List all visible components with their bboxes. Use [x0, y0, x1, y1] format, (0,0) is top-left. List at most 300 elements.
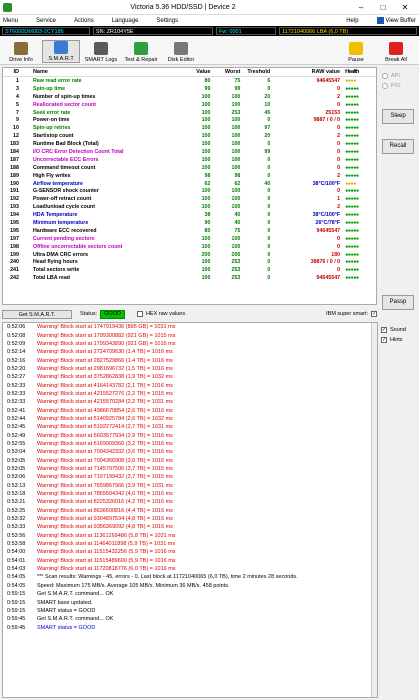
- row-treshold: 0: [267, 243, 271, 250]
- log-time: 0:53:05: [7, 457, 26, 464]
- row-value: 62: [204, 180, 211, 187]
- row-value: 100: [201, 235, 211, 242]
- log-line: [3, 498, 377, 506]
- row-value: 90: [204, 219, 211, 226]
- row-worst: 100: [231, 196, 241, 203]
- row-value: 200: [201, 251, 211, 258]
- row-treshold: 0: [267, 156, 271, 163]
- log-line: [3, 515, 377, 523]
- row-worst: 100: [231, 93, 241, 100]
- row-worst: 253: [231, 109, 241, 116]
- table-row[interactable]: [3, 180, 376, 188]
- log-time: 0:52:14: [7, 349, 26, 356]
- log-time: 0:52:06: [7, 324, 26, 331]
- log-list: [3, 323, 377, 632]
- row-value: 100: [201, 109, 211, 116]
- row-id: 7: [16, 109, 19, 116]
- log-time: 0:53:18: [7, 491, 26, 498]
- table-row[interactable]: [3, 211, 376, 219]
- buffer-icon: [377, 17, 384, 24]
- log-time: 0:53:06: [7, 474, 26, 481]
- status-badge: GOOD: [100, 310, 125, 319]
- smart-button[interactable]: [42, 40, 80, 63]
- log-message: Speed: Maximum 175 MB/s. Average 105 MB/s. Minimum 36 MB/s. 458 points.: [37, 582, 230, 589]
- row-name: Reallocated sector count: [32, 101, 96, 108]
- row-treshold: 0: [267, 259, 271, 266]
- log-message: Warning! Block start at 1799343890 (921 GB) = 1016 ms: [37, 340, 176, 347]
- menu-item-language[interactable]: Language: [111, 17, 139, 24]
- row-raw: 0: [337, 243, 341, 250]
- row-raw: 2: [337, 204, 341, 211]
- row-health: ●●●●●: [345, 148, 359, 155]
- log-line: [3, 365, 377, 373]
- log-time: 0:52:16: [7, 357, 26, 364]
- row-raw: 25153: [325, 109, 341, 116]
- table-row[interactable]: [3, 195, 376, 203]
- view-buffer-button[interactable]: [377, 17, 416, 24]
- log-time: 0:53:32: [7, 516, 26, 523]
- smart-status-bar: [0, 309, 377, 319]
- table-body: [3, 77, 376, 282]
- row-treshold: 0: [267, 212, 271, 219]
- log-message: SMART status = GOOD: [37, 607, 96, 614]
- row-health: ●●●●●: [345, 117, 359, 124]
- row-id: 241: [10, 267, 19, 274]
- log-time: 0:52:49: [7, 432, 26, 439]
- log-message: Warning! Block start at 3752862838 (1,9 TB) = 1032 ms: [37, 374, 173, 381]
- row-raw: 9887 / 0 / 0: [313, 117, 341, 124]
- toolbar: [0, 36, 419, 65]
- row-value: 80: [204, 77, 211, 84]
- log-message: Warning! Block start at 1799300882 (921 GB) = 1015 ms: [37, 332, 176, 339]
- row-name: I/O CRC Error Detection Count Total: [32, 148, 124, 155]
- log-time: 0:53:33: [7, 524, 26, 531]
- row-name: Raw read error rate: [32, 77, 82, 84]
- log-line: [3, 448, 377, 456]
- row-raw: 0: [337, 267, 341, 274]
- row-name: Ultra DMA CRC errors: [32, 251, 89, 258]
- minimize-icon[interactable]: –: [358, 2, 364, 12]
- log-line: [3, 607, 377, 615]
- log-line: [3, 473, 377, 481]
- table-row[interactable]: [3, 274, 376, 282]
- log-message: Warning! Block start at 2827529866 (1,4 TB) = 1016 ms: [37, 357, 173, 364]
- sound-checkbox[interactable]: [381, 325, 419, 335]
- row-treshold: 0: [267, 117, 271, 124]
- pause-button[interactable]: [337, 42, 375, 63]
- log-message: Warning! Block start at 4215570284 (2,2 TB) = 1031 ms: [37, 399, 173, 406]
- menu-item-settings[interactable]: Settings: [156, 17, 179, 24]
- close-icon: [389, 42, 403, 55]
- row-name: G-SENSOR shock counter: [32, 188, 99, 195]
- row-raw: 0: [337, 188, 341, 195]
- log-message: Warning! Block start at 7094342332 (3,6 TB) = 1016 ms: [37, 449, 173, 456]
- row-worst: 40: [234, 219, 241, 226]
- row-value: 100: [201, 196, 211, 203]
- row-value: 100: [201, 148, 211, 155]
- row-name: Load/unload cycle count: [32, 204, 96, 211]
- table-row[interactable]: [3, 251, 376, 259]
- row-health: ●●●●●: [345, 164, 359, 171]
- log-line: [3, 582, 377, 590]
- row-name: Airflow temperature: [32, 180, 83, 187]
- row-name: Uncorrectable ECC Errors: [32, 156, 99, 163]
- row-health: ●●●●●: [345, 109, 359, 116]
- hex-raw-checkbox[interactable]: [137, 311, 143, 317]
- row-treshold: 0: [267, 251, 271, 258]
- log-message: Warning! Block start at 5603577934 (2,9 TB) = 1016 ms: [37, 432, 173, 439]
- log-time: 0:54:00: [7, 549, 26, 556]
- table-row[interactable]: [3, 172, 376, 180]
- log-line: [3, 373, 377, 381]
- row-health: ●●●●●: [345, 125, 359, 132]
- table-row[interactable]: [3, 266, 376, 274]
- log-message: Warning! Block start at 4215527276 (2,2 TB) = 1015 ms: [37, 390, 173, 397]
- row-value: 100: [201, 204, 211, 211]
- row-treshold: 6: [267, 77, 271, 84]
- log-line: [3, 573, 377, 581]
- row-value: 100: [201, 156, 211, 163]
- drive-lba: 11721040066 LBA (6,0 TB): [279, 27, 417, 35]
- log-line: [3, 598, 377, 606]
- log-line: [3, 623, 377, 631]
- row-name: Spin-up time: [32, 85, 66, 92]
- radio-icon: [382, 73, 388, 79]
- log-line: [3, 356, 377, 364]
- pio-radio[interactable]: [382, 81, 418, 91]
- log-time: 0:54:01: [7, 557, 26, 564]
- row-worst: 40: [234, 212, 241, 219]
- row-value: 100: [201, 243, 211, 250]
- log-message: Warning! Block start at 7659867966 (3,9 TB) = 1031 ms: [37, 482, 173, 489]
- row-treshold: 0: [267, 141, 271, 148]
- log-message: Warning! Block start at 11464011898 (5,9 TB) = 1031 ms: [37, 541, 176, 548]
- row-name: Total sectors write: [32, 267, 80, 274]
- row-id: 240: [10, 259, 19, 266]
- row-name: Number of spin-up times: [32, 93, 96, 100]
- table-row[interactable]: [3, 164, 376, 172]
- row-value: 100: [201, 117, 211, 124]
- table-row[interactable]: [3, 101, 376, 109]
- log-message: Warning! Block start at 5140925784 (2,6 TB) = 1032 ms: [37, 415, 173, 422]
- row-id: 1: [16, 77, 19, 84]
- row-id: 3: [16, 85, 19, 92]
- col-health[interactable]: Health: [345, 69, 359, 75]
- row-name: Power-on time: [32, 117, 70, 124]
- table-row[interactable]: [3, 235, 376, 243]
- col-worst[interactable]: Worst: [224, 69, 241, 75]
- sleep-button[interactable]: Sleep: [382, 109, 414, 124]
- row-raw: 0: [337, 85, 341, 92]
- row-raw: 2: [337, 133, 341, 140]
- col-id[interactable]: ID: [13, 69, 19, 75]
- plus-icon: [134, 42, 148, 55]
- row-value: 100: [201, 125, 211, 132]
- row-name: Spin-up retries: [32, 125, 71, 132]
- log-line: [3, 590, 377, 598]
- row-treshold: 0: [267, 275, 271, 282]
- row-health: ●●●●●: [345, 227, 359, 234]
- row-worst: 200: [231, 251, 241, 258]
- row-health: ●●●●●: [345, 212, 359, 219]
- log-time: 0:54:05: [7, 574, 26, 581]
- row-treshold: 99: [264, 148, 271, 155]
- row-treshold: 40: [264, 180, 271, 187]
- table-row[interactable]: [3, 85, 376, 93]
- table-row[interactable]: [3, 243, 376, 251]
- menu-item-actions[interactable]: Actions: [74, 17, 94, 24]
- row-id: 194: [10, 212, 19, 219]
- log-message: Get S.M.A.R.T. command... OK: [37, 591, 114, 598]
- row-name: Start/stop count: [32, 133, 74, 140]
- row-treshold: 0: [267, 164, 271, 171]
- break-all-button[interactable]: [377, 42, 415, 63]
- disk-editor-label: Disk Editor: [167, 57, 195, 63]
- row-worst: 100: [231, 117, 241, 124]
- row-value: 100: [201, 275, 211, 282]
- row-id: 199: [10, 251, 19, 258]
- row-raw: 38°C/100°F: [312, 212, 341, 219]
- log-message: Warning! Block start at 2981696732 (1,5 TB) = 1016 ms: [37, 365, 173, 372]
- log-message: Warning! Block start at 8636600816 (4,4 TB) = 1016 ms: [37, 507, 173, 514]
- row-treshold: 20: [264, 133, 271, 140]
- log-line: [3, 548, 377, 556]
- drive-serial: SN: ZR104Y5E: [93, 27, 213, 35]
- row-name: Current pending sectors: [32, 235, 95, 242]
- table-row[interactable]: [3, 124, 376, 132]
- title-bar: [0, 0, 419, 15]
- row-health: ●●●●●: [345, 259, 359, 266]
- table-row[interactable]: [3, 219, 376, 227]
- col-value[interactable]: Value: [196, 69, 211, 75]
- row-health: ●●●●●: [345, 196, 359, 203]
- row-name: Offline uncorrectable sectors count: [32, 243, 123, 250]
- log-line: [3, 565, 377, 573]
- row-health: ●●●●●: [345, 251, 359, 258]
- row-id: 10: [13, 125, 19, 132]
- table-row[interactable]: [3, 116, 376, 124]
- log-line: [3, 348, 377, 356]
- log-time: 0:59:15: [7, 599, 26, 606]
- row-health: ●●●●: [345, 77, 356, 84]
- log-time: 0:52:27: [7, 374, 26, 381]
- log-line: [3, 540, 377, 548]
- table-row[interactable]: [3, 109, 376, 117]
- row-value: 99: [204, 85, 211, 92]
- hints-label: Hints: [390, 337, 403, 343]
- row-value: 100: [201, 267, 211, 274]
- row-health: ●●●●●: [345, 219, 359, 226]
- log-time: 0:52:08: [7, 332, 26, 339]
- row-health: ●●●●●: [345, 156, 359, 163]
- row-treshold: 0: [267, 267, 271, 274]
- get-smart-button[interactable]: Get S.M.A.R.T.: [2, 310, 72, 319]
- row-treshold: 0: [267, 196, 271, 203]
- smart-label: S.M.A.R.T: [48, 56, 74, 62]
- row-treshold: 0: [267, 204, 271, 211]
- log-time: 0:59:45: [7, 616, 26, 623]
- row-worst: 253: [231, 267, 241, 274]
- log-time: 0:52:55: [7, 440, 26, 447]
- table-row[interactable]: [3, 258, 376, 266]
- row-treshold: 0: [267, 227, 271, 234]
- log-time: 0:52:09: [7, 340, 26, 347]
- row-treshold: 20: [264, 93, 271, 100]
- row-name: Seek error rate: [32, 109, 71, 116]
- log-time: 0:59:15: [7, 607, 26, 614]
- row-id: 195: [10, 227, 19, 234]
- log-time: 0:52:41: [7, 407, 26, 414]
- table-row[interactable]: [3, 77, 376, 85]
- row-value: 100: [201, 164, 211, 171]
- row-value: 100: [201, 133, 211, 140]
- menu-item-menu[interactable]: Menu: [3, 17, 19, 24]
- row-treshold: 0: [267, 188, 271, 195]
- passp-button[interactable]: Passp: [382, 295, 414, 310]
- log-message: SMART status = GOOD: [37, 624, 96, 631]
- row-worst: 100: [231, 141, 241, 148]
- row-id: 9: [16, 117, 19, 124]
- row-raw: 0: [337, 101, 341, 108]
- log-time: 0:53:56: [7, 532, 26, 539]
- row-raw: 0: [337, 156, 341, 163]
- log-message: Warning! Block start at 11720818776 (6,0 TB) = 1016 ms: [37, 566, 176, 573]
- log-time: 0:53:58: [7, 541, 26, 548]
- row-worst: 75: [234, 227, 241, 234]
- log-line: [3, 557, 377, 565]
- row-value: 98: [204, 172, 211, 179]
- log-message: Warning! Block start at 1747919436 (895 GB) = 1031 ms: [37, 324, 176, 331]
- table-row[interactable]: [3, 93, 376, 101]
- row-id: 184: [10, 148, 19, 155]
- log-message: *** Scan results: Warnings - 45, errors - 0. Last block at 11721040065 (6,0 TB), time 2 minutes 28 seconds.: [37, 574, 298, 581]
- drive-info-label: Drive Info: [9, 57, 33, 63]
- row-raw: 38°C/100°F: [312, 180, 341, 187]
- log-line: [3, 482, 377, 490]
- table-row[interactable]: [3, 140, 376, 148]
- log-time: 0:54:03: [7, 566, 26, 573]
- api-radio[interactable]: [382, 71, 418, 81]
- row-name: Head flying hours: [32, 259, 78, 266]
- disk-editor-button[interactable]: [162, 42, 200, 63]
- row-treshold: 45: [264, 109, 271, 116]
- row-id: 197: [10, 235, 19, 242]
- hints-checkbox[interactable]: [381, 335, 419, 345]
- smart-logs-icon: [94, 42, 108, 55]
- menu-bar: [0, 15, 419, 26]
- row-value: 100: [201, 259, 211, 266]
- maximize-icon[interactable]: □: [380, 2, 386, 12]
- table-row[interactable]: [3, 187, 376, 195]
- row-health: ●●●●●: [345, 267, 359, 274]
- row-raw: 1: [337, 196, 341, 203]
- row-raw: 94645547: [316, 77, 341, 84]
- row-treshold: 10: [264, 101, 271, 108]
- row-worst: 100: [231, 125, 241, 132]
- row-name: High Fly writes: [32, 172, 71, 179]
- pio-label: PIO: [391, 83, 401, 89]
- row-worst: 100: [231, 164, 241, 171]
- log-message: Warning! Block start at 4164143782 (2,1 TB) = 1016 ms: [37, 382, 173, 389]
- row-worst: 100: [231, 243, 241, 250]
- drive-info-icon: [14, 42, 28, 55]
- table-row[interactable]: [3, 132, 376, 140]
- log-message: Warning! Block start at 8225326016 (4,2 TB) = 1016 ms: [37, 499, 173, 506]
- row-id: 193: [10, 204, 19, 211]
- log-time: 0:52:44: [7, 415, 26, 422]
- row-treshold: 97: [264, 125, 271, 132]
- log-message: Warning! Block start at 7865504342 (4,0 TB) = 1016 ms: [37, 491, 173, 498]
- row-id: 195: [10, 219, 19, 226]
- log-line: [3, 406, 377, 414]
- log-time: 0:59:15: [7, 591, 26, 598]
- row-health: ●●●●●: [345, 275, 359, 282]
- table-row[interactable]: [3, 156, 376, 164]
- log-scrollbar[interactable]: [371, 323, 377, 697]
- smart-logs-button[interactable]: [82, 42, 120, 63]
- table-row[interactable]: [3, 227, 376, 235]
- row-value: 80: [204, 227, 211, 234]
- row-id: 242: [10, 275, 19, 282]
- log-time: 0:52:33: [7, 390, 26, 397]
- row-raw: 94645547: [316, 275, 341, 282]
- row-health: ●●●●●: [345, 93, 359, 100]
- table-row[interactable]: [3, 148, 376, 156]
- disk-editor-icon: [174, 42, 188, 55]
- log-line: [3, 507, 377, 515]
- menu-item-service[interactable]: Service: [36, 17, 57, 24]
- row-raw: 0: [337, 148, 341, 155]
- row-raw: 0: [337, 235, 341, 242]
- menu-item-help[interactable]: Help: [346, 17, 359, 24]
- ibm-smart-checkbox[interactable]: ✓: [372, 311, 377, 317]
- log-time: 0:53:04: [7, 449, 26, 456]
- drive-info-button[interactable]: [2, 42, 40, 63]
- row-worst: 100: [231, 235, 241, 242]
- row-health: ●●●●●: [345, 141, 359, 148]
- close-icon[interactable]: ✕: [401, 2, 409, 12]
- row-id: 4: [16, 93, 19, 100]
- pause-icon: [349, 42, 363, 55]
- row-worst: 62: [234, 180, 241, 187]
- row-worst: 100: [231, 148, 241, 155]
- row-raw: 26°C/78°F: [315, 219, 341, 226]
- col-raw[interactable]: RAW value: [311, 69, 341, 75]
- recall-button[interactable]: Recall: [382, 139, 414, 154]
- log-message: Warning! Block start at 11361269486 (5,8 TB) = 1031 ms: [37, 532, 176, 539]
- col-name[interactable]: Name: [32, 69, 48, 75]
- row-name: Minimum temperature: [32, 219, 89, 226]
- row-worst: 75: [234, 77, 241, 84]
- row-health: ●●●●●: [345, 85, 359, 92]
- log-time: 0:52:20: [7, 365, 26, 372]
- col-treshold[interactable]: Treshold: [247, 69, 271, 75]
- row-id: 5: [16, 101, 19, 108]
- row-id: 187: [10, 156, 19, 163]
- log-line: [3, 615, 377, 623]
- log-time: 0:52:33: [7, 382, 26, 389]
- row-name: Total LBA read: [32, 275, 71, 282]
- row-raw: 0: [337, 164, 341, 171]
- row-id: 12: [13, 133, 19, 140]
- log-message: SMART base updated.: [37, 599, 93, 606]
- test-repair-button[interactable]: [122, 42, 160, 63]
- row-name: Hardware ECC recovered: [32, 227, 97, 234]
- row-worst: 253: [231, 275, 241, 282]
- log-message: Warning! Block start at 11515432256 (5,9 TB) = 1016 ms: [37, 549, 176, 556]
- table-row[interactable]: [3, 203, 376, 211]
- radio-icon: [382, 83, 388, 89]
